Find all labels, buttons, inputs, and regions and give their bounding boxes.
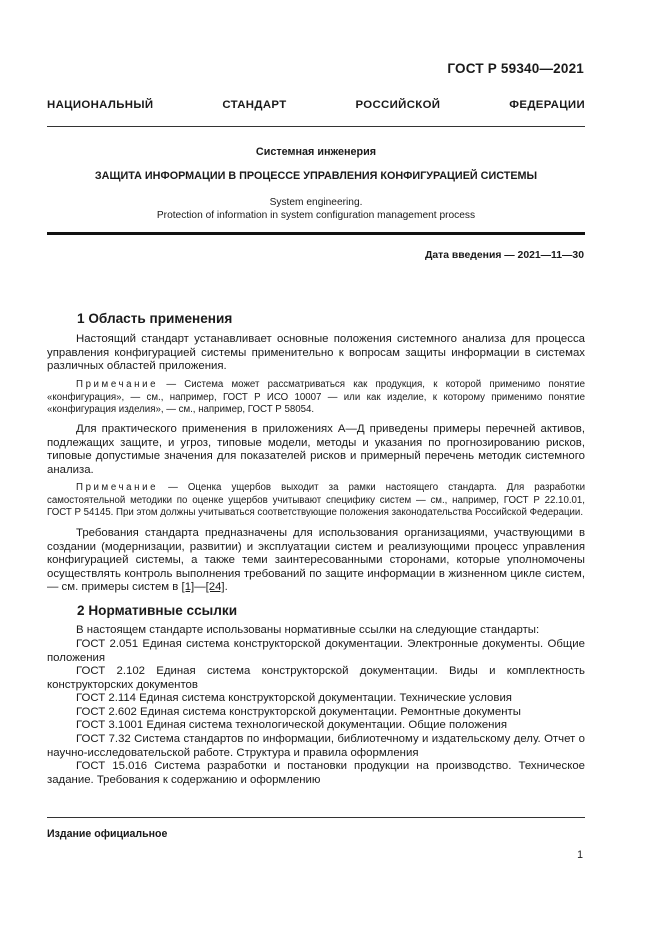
- paragraph-text: В настоящем стандарте использованы нормативные ссылки на следующие стандарты:: [76, 624, 540, 636]
- normative-reference-item: [47, 665, 585, 692]
- bibliography-ref-24[interactable]: [24]: [205, 581, 225, 594]
- reference-text: ГОСТ 2.102 Единая система конструкторской документации. Виды и комплектность конструкторских документов: [47, 665, 585, 691]
- normative-reference-item: [47, 692, 585, 706]
- bibliography-ref-1[interactable]: [1]: [181, 581, 195, 594]
- official-edition-label: Издание официальное: [47, 828, 168, 840]
- english-title: [47, 196, 585, 222]
- section-1-note-2: [47, 482, 585, 520]
- introduction-date: Дата введения — 2021—11—30: [424, 250, 584, 261]
- period: .: [224, 581, 228, 594]
- normative-reference-item: [47, 638, 585, 665]
- paragraph-text: Для практического применения в приложениях А—Д приведены примеры перечней активов, подлежащих защите, и угроз, типовые модели, методы и указания по прогнозированию рисков, типовые допустимые значения для показателей рисков и примерный перечень методик системного анализа.: [47, 423, 585, 476]
- section-1-paragraph-2: [47, 423, 585, 477]
- reference-text: ГОСТ 3.1001 Единая система технологической документации. Общие положения: [76, 719, 507, 731]
- section-2-heading: 2 Нормативные ссылки: [77, 603, 238, 618]
- top-divider: [47, 126, 585, 127]
- section-1-heading: 1 Область применения: [77, 311, 233, 326]
- national-standard-header: НАЦИОНАЛЬНЫЙ СТАНДАРТ РОССИЙСКОЙ ФЕДЕРАЦИИ: [47, 99, 585, 111]
- section-2-intro: [47, 624, 585, 638]
- normative-reference-item: [47, 760, 585, 787]
- section-1-paragraph-1: [47, 333, 585, 374]
- reference-text: ГОСТ 7.32 Система стандартов по информации, библиотечному и издательскому делу. Отчет о научно-исследовательской работе. Структура и правила оформления: [47, 733, 585, 759]
- section-1-note-1: [47, 379, 585, 417]
- note-label: Примечание: [76, 482, 159, 493]
- document-title: ЗАЩИТА ИНФОРМАЦИИ В ПРОЦЕССЕ УПРАВЛЕНИЯ КОНФИГУРАЦИЕЙ СИСТЕМЫ: [94, 170, 538, 182]
- reference-text: ГОСТ 2.051 Единая система конструкторской документации. Электронные документы. Общие положения: [47, 638, 585, 664]
- note-label: Примечание: [76, 379, 159, 390]
- paragraph-text: Требования стандарта предназначены для использования организациями, участвующими в создании (модернизации, развитии) и эксплуатации систем и реализующими процесс управления конфигурацией системы, а также теми заинтересованными сторонами, которые уполномочены осуществлять контроль выполнения требований по защите информации в жизненном цикле систем, — см. примеры систем в: [47, 527, 585, 594]
- page-number: 1: [577, 849, 583, 861]
- reference-text: ГОСТ 2.602 Единая система конструкторской документации. Ремонтные документы: [76, 706, 521, 718]
- reference-text: ГОСТ 2.114 Единая система конструкторской документации. Технические условия: [76, 692, 512, 704]
- document-subtitle: Системная инженерия: [255, 146, 377, 158]
- normative-reference-item: [47, 733, 585, 760]
- footer-divider: [47, 817, 585, 818]
- english-title-line-1: System engineering.: [269, 197, 363, 208]
- normative-reference-item: [47, 706, 585, 720]
- standard-number: ГОСТ Р 59340—2021: [447, 61, 584, 76]
- note-text: — Оценка ущербов выходит за рамки настоящего стандарта. Для разработки самостоятельной методики по оценке ущербов учитывают специфику систем — см., например, ГОСТ Р 22.10.01, ГОСТ Р 54145. При этом должны учитываться соответствующие положения законодательства Российской Федерации.: [47, 482, 585, 518]
- normative-reference-item: [47, 719, 585, 733]
- title-divider: [47, 232, 585, 235]
- english-title-line-2: Protection of information in system configuration management process: [156, 210, 476, 221]
- note-text: — Система может рассматриваться как продукция, к которой применимо понятие «конфигурация», — см., например, ГОСТ Р ИСО 10007 — или как изделие, к которому применимо понятие «конфигурация изделия», — см., например, ГОСТ Р 58054.: [47, 379, 585, 415]
- section-1-paragraph-3: [47, 527, 585, 595]
- dash: —: [194, 581, 206, 594]
- reference-text: ГОСТ 15.016 Система разработки и постановки продукции на производство. Техническое задание. Требования к содержанию и оформлению: [47, 760, 585, 786]
- paragraph-text: Настоящий стандарт устанавливает основные положения системного анализа для процесса управления конфигурацией системы применительно к вопросам защиты информации в системах различных областей приложения.: [47, 333, 585, 373]
